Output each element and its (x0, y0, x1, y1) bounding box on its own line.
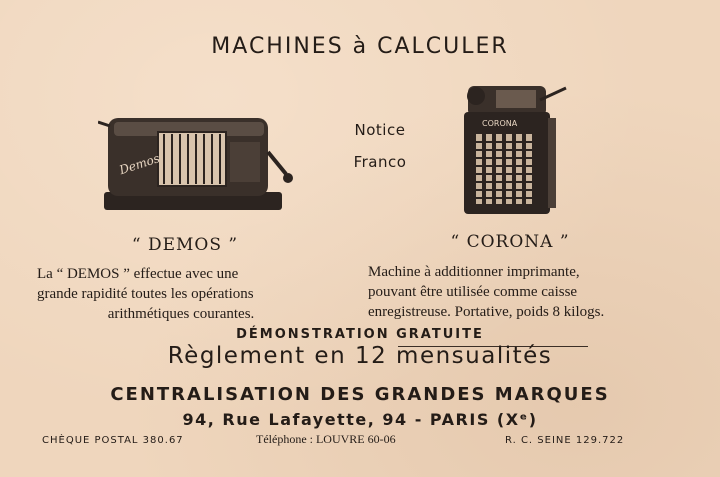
demos-machine-illustration (98, 112, 298, 221)
registre-commerce: R. C. SEINE 129.722 (505, 435, 625, 446)
demonstration-heading: DÉMONSTRATION GRATUITE (236, 327, 484, 342)
corona-product-name: “ CORONA ” (450, 232, 570, 252)
corona-desc-line: Machine à additionner imprimante, (368, 264, 580, 280)
demos-desc-line: arithmétiques courantes. (107, 306, 255, 322)
telephone-line: Téléphone : LOUVRE 60-06 (256, 432, 396, 446)
centralisation-heading: CENTRALISATION DES GRANDES MARQUES (110, 384, 610, 405)
corona-machine-illustration (460, 82, 575, 223)
address-line: 94, Rue Lafayette, 94 - PARIS (Xᵉ) (182, 410, 538, 429)
payment-terms: Règlement en 12 mensualités (167, 343, 553, 369)
demos-desc-line: grande rapidité toutes les opérations (37, 286, 254, 302)
demos-product-name: “ DEMOS ” (131, 235, 239, 255)
notice-text: Notice (354, 121, 406, 139)
cheque-postal: CHÈQUE POSTAL 380.67 (42, 435, 184, 446)
demos-description (37, 264, 325, 324)
headline: MACHINES à CALCULER (211, 34, 509, 59)
corona-desc-line: enregistreuse. Portative, poids 8 kilogs. (368, 304, 605, 320)
corona-machine-label: CORONA (482, 119, 518, 128)
franco-text: Franco (353, 153, 407, 171)
corona-desc-line: pouvant être utilisée comme caisse (368, 284, 578, 300)
demos-desc-line: La “ DEMOS ” effectue avec une (37, 266, 239, 282)
demos-machine-label: Demos (117, 151, 162, 178)
corona-description (368, 262, 656, 322)
